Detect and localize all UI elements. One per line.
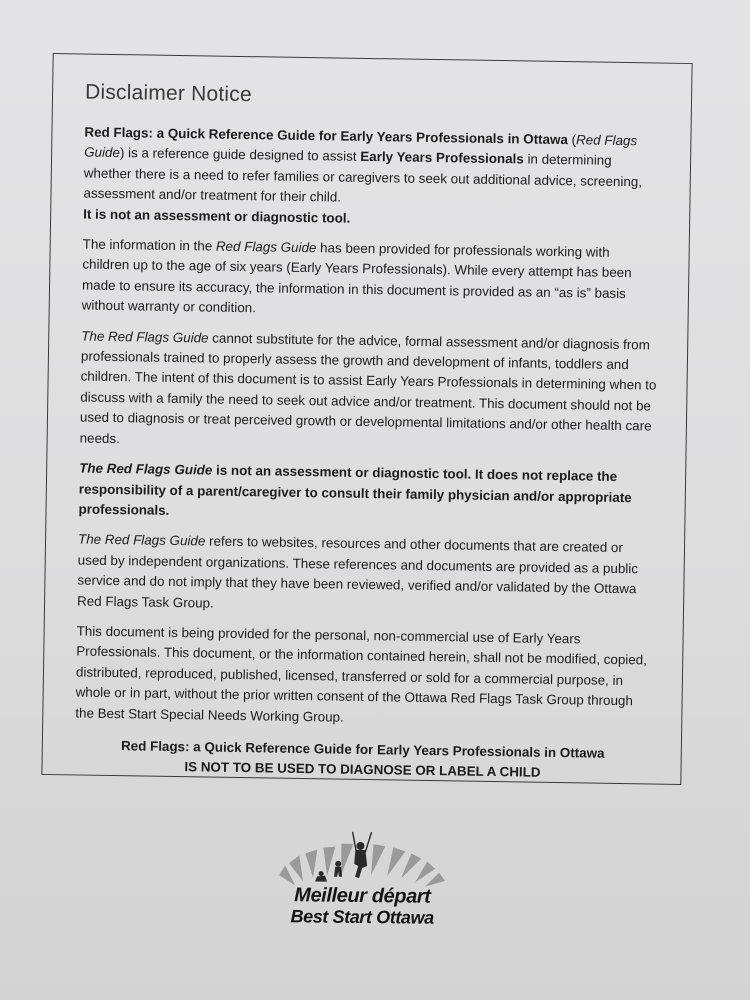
references-text: refers to websites, resources and other documents that are created or used by independent organizations. These references and documents are provided as a public service and do not imply that they have been reviewed, verified and/or validated by the Ottawa Red Flags Task Group. [76,533,639,611]
closing-line-2: IS NOT TO BE USED TO DIAGNOSE OR LABEL A CHILD [184,759,541,780]
info-text-a: The information in the [82,236,217,254]
best-start-ottawa-logo [274,829,450,941]
intro-text-a: ) is a reference guide designed to assist [119,145,361,165]
guide-full-name: Red Flags: a Quick Reference Guide for Early Years Professionals in Ottawa [84,124,569,148]
disclaimer-notice-box [41,53,692,785]
paragraph-not-assessment [78,459,655,529]
substitute-guide-name: The Red Flags Guide [81,328,209,346]
paragraph-references [77,530,654,621]
sunrise-swing-icon [275,829,451,891]
closing-line-1: Red Flags: a Quick Reference Guide for Early Years Professionals in Ottawa [120,738,605,761]
intro-text-b: in determining whether there is a need to refer families or caregivers to seek out additional advice, screening, assessment and/or treatment for their child. [83,151,643,205]
substitute-text: cannot substitute for the advice, formal assessment and/or diagnosis from professionals trained to properly assess the growth and development of infants, toddlers and children. The intent of this document is to assist Early Years Professionals in determining when to discuss with a family the need to seek out advice and/or treatment. This document should not be used to diagnosis or treat perceived growth or developmental limitations and/or other health care needs. [79,330,657,446]
closing-statement [74,735,651,784]
early-years-professionals: Early Years Professionals [360,149,524,167]
info-text-b: has been provided for professionals working with children up to the age of six years (Early Years Professionals). While every attempt has been made to ensure its accuracy, the information in this document is provided as an “as is” basis without warranty or condition. [81,240,632,316]
info-guide-name: Red Flags Guide [215,238,317,256]
references-guide-name: The Red Flags Guide [77,531,206,549]
logo-english-name: Best Start Ottawa [290,906,434,928]
guide-short-name: Red Flags Guide [84,132,638,161]
not-assessment-text: is not an assessment or diagnostic tool. It does not replace the responsibility of a parent/caregiver to consult their family physician and/or appropriate professionals. [78,462,632,518]
not-assessment-guide-name: The Red Flags Guide [79,460,213,478]
not-a-tool-statement: It is not an assessment or diagnostic tool. [83,206,351,226]
paragraph-substitute [79,326,657,457]
paragraph-information [82,235,659,326]
notice-title: Disclaimer Notice [84,80,253,107]
logo-french-name: Meilleur départ [294,884,431,908]
paren-open: ( [567,132,577,148]
paragraph-usage: This document is being provided for the personal, non-commercial use of Early Years Professionals. This document, or the information contained herein, shall not be modified, copied, distributed, reproduced, published, licensed, transferred or sold for a commercial purpose, in whole or in part, without the prior written consent of the Ottawa Red Flags Task Group through the Best Start Special Needs Working Group. [75,623,648,725]
paragraph-intro [83,123,661,234]
